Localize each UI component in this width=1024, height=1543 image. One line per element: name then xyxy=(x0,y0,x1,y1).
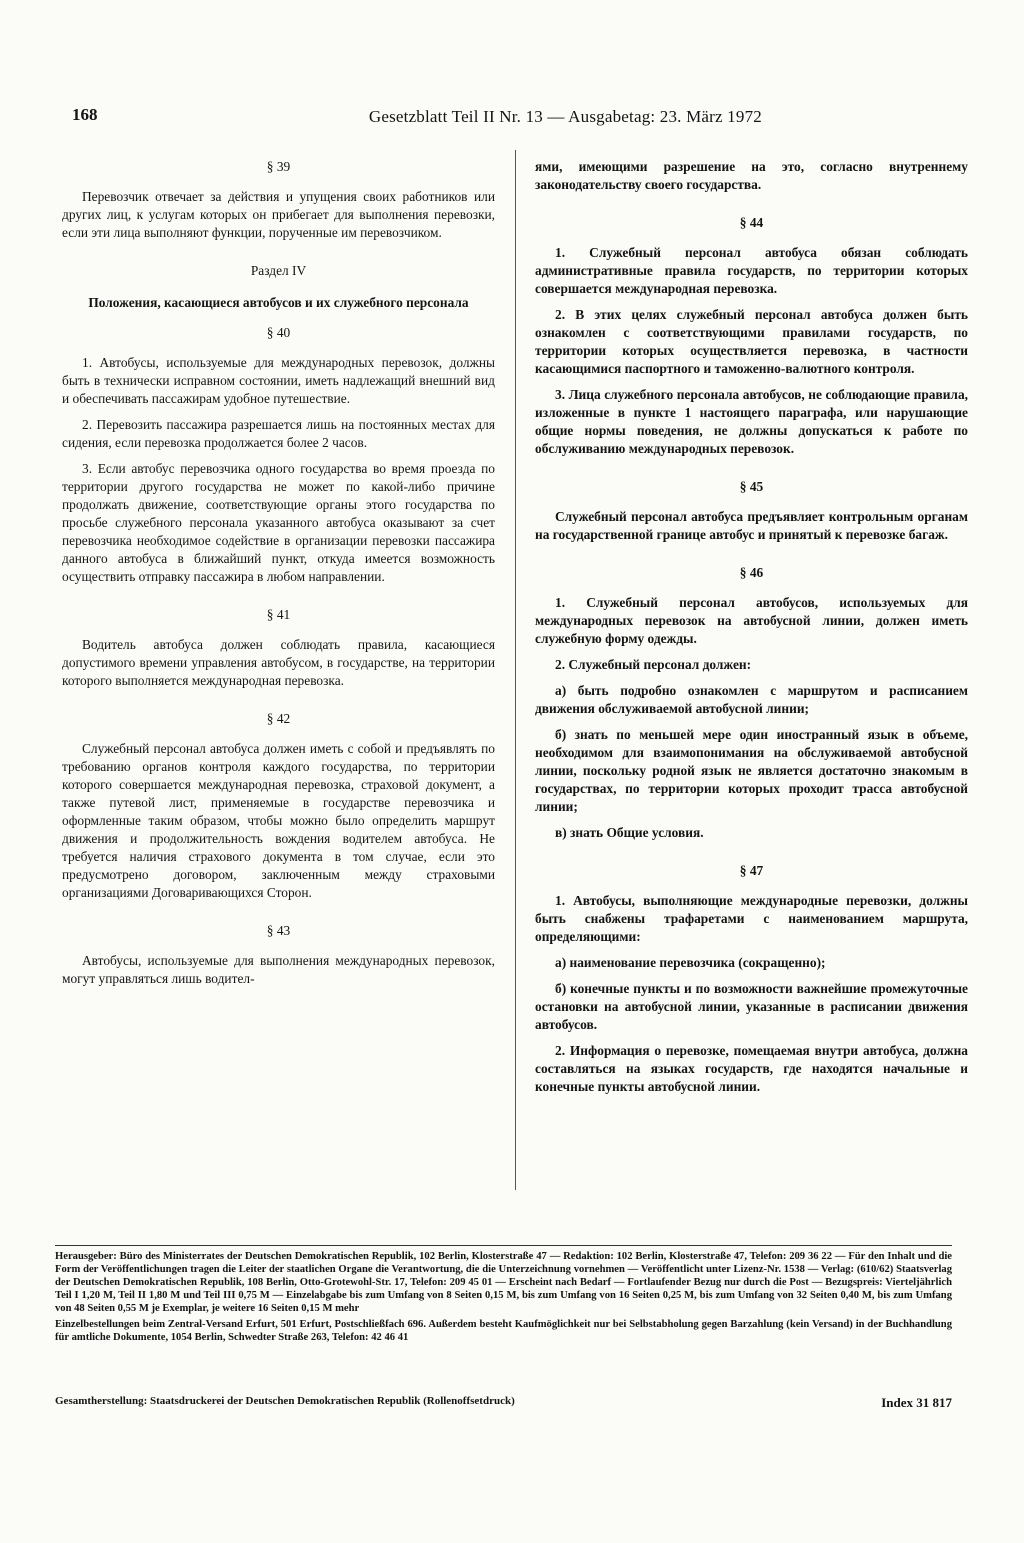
footer-rule xyxy=(55,1245,952,1246)
page-number: 168 xyxy=(72,105,98,124)
section-39-text: Перевозчик отвечает за действия и упущения своих работников или других лиц, к услугам которых он прибегает для выполнения перевозки, если эти лица выполняют функции, порученные им перевозчиком. xyxy=(62,189,495,240)
section-44-para-3: 3. Лица служебного персонала автобусов, не соблюдающие правила, изложенные в пункте 1 настоящего параграфа, или нарушающие общие нормы поведения, не должны допускаться к работе по обслуживанию международных перевозок. xyxy=(535,387,968,456)
right-column xyxy=(535,158,968,1104)
section-39-title: § 39 xyxy=(266,159,291,174)
section-46-item-b: б) знать по меньшей мере один иностранный язык в объеме, необходимом для взаимопонимания на обслуживаемой автобусной линии, поскольку родной язык не является достаточно знакомым в государствах, по территории которых проходит трасса автобусной линии; xyxy=(535,727,968,814)
left-column xyxy=(62,158,495,996)
section-43-title: § 43 xyxy=(266,923,291,938)
section-46-item-a: а) быть подробно ознакомлен с маршрутом и расписанием движения обслуживаемой автобусной линии; xyxy=(535,683,968,716)
section-40-title: § 40 xyxy=(266,325,291,340)
section-47-item-b: б) конечные пункты и по возможности важнейшие промежуточные остановки на автобусной линии, указанные в расписании движения автобусов. xyxy=(535,981,968,1032)
section-47-para-2: 2. Информация о перевозке, помещаемая внутри автобуса, должна составляться на языках государств, где находятся начальные и конечные пункты автобусной линии. xyxy=(535,1043,968,1094)
section-46-para-2: 2. Служебный персонал должен: xyxy=(555,657,752,672)
section-43-continuation: ями, имеющими разрешение на это, согласно внутреннему законодательству своего государства. xyxy=(535,159,968,192)
imprint-orders: Einzelbestellungen beim Zentral-Versand Erfurt, 501 Erfurt, Postschließfach 696. Außerdem besteht Kaufmöglichkeit nur bei Selbstabholung gegen Barzahlung (kein Versand) in der Buchhandlung für amtliche Dokumente, 1054 Berlin, Schwedter Straße 263, Telefon: 42 46 41 xyxy=(55,1319,952,1343)
section-45-text: Служебный персонал автобуса предъявляет контрольным органам на государственной границе автобус и принятый к перевозке багаж. xyxy=(535,509,968,542)
column-divider xyxy=(515,150,516,1190)
section-46-title: § 46 xyxy=(739,565,764,580)
section-47-item-a: а) наименование перевозчика (сокращенно); xyxy=(555,955,826,970)
section-47-para-1: 1. Автобусы, выполняющие международные перевозки, должны быть снабжены трафаретами с наименованием маршрута, определяющими: xyxy=(535,893,968,944)
page-header xyxy=(72,105,762,135)
section-44-title: § 44 xyxy=(739,215,764,230)
section-42-text: Служебный персонал автобуса должен иметь с собой и предъявлять по требованию органов контроля каждого государства, по территории которого совершается международная перевозка, страховой документ, а также путевой лист, применяемые в государстве перевозчика и оформленные таким образом, чтобы можно было определить маршрут движения и продолжительность вождения водителем автобуса. Не требуется наличия страхового документа в том случае, если это предусмотрено договором, заключенным между страховыми организациями Договаривающихся Сторон. xyxy=(62,741,495,900)
section-46-item-v: в) знать Общие условия. xyxy=(555,825,704,840)
section-46-para-1: 1. Служебный персонал автобусов, используемых для международных перевозок на автобусной линии, должен иметь служебную форму одежды. xyxy=(535,595,968,646)
imprint-bottom-line xyxy=(55,1395,952,1411)
section-40-para-3: 3. Если автобус перевозчика одного государства во время проезда по территории другого государства не может по какой-либо причине продолжать движение, соответствующие органы этого государства по просьбе служебного персонала указанного автобуса оказывают за счет перевозчика необходимое содействие в организации перевозки пассажира данного автобуса в ближайший пункт, откуда имеется возможность осуществить отправку пассажира в любом направлении. xyxy=(62,461,495,584)
section-40-para-1: 1. Автобусы, используемые для международных перевозок, должны быть в технически исправном состоянии, иметь надлежащий внешний вид и обеспечивать пассажирам удобное путешествие. xyxy=(62,355,495,406)
section-41-title: § 41 xyxy=(266,607,291,622)
imprint-publisher: Herausgeber: Büro des Ministerrates der Deutschen Demokratischen Republik, 102 Berlin, Klosterstraße 47 — Redaktion: 102 Berlin, Klosterstraße 47, Telefon: 209 36 22 — Für den Inhalt und die Form der Veröffentlichungen tragen die Leiter der staatlichen Organe die Verantwortung, die die Unterzeichnung vornehmen — Veröffentlicht unter Lizenz-Nr. 1538 — Verlag: (610/62) Staatsverlag der Deutschen Demokratischen Republik, 108 Berlin, Otto-Grotewohl-Str. 17, Telefon: 209 45 01 — Erscheint nach Bedarf — Fortlaufender Bezug nur durch die Post — Bezugspreis: Vierteljährlich Teil I 1,20 M, Teil II 1,80 M und Teil III 0,75 M — Einzelabgabe bis zum Umfang von 8 Seiten 0,15 M, bis zum Umfang von 16 Seiten 0,25 M, bis zum Umfang von 32 Seiten 0,40 M, bis zum Umfang von 48 Seiten 0,55 M je Exemplar, je weitere 16 Seiten 0,15 M mehr xyxy=(55,1251,952,1314)
chapter-heading: Положения, касающиеся автобусов и их служебного персонала xyxy=(88,295,469,310)
section-40-para-2: 2. Перевозить пассажира разрешается лишь на постоянных местах для сидения, если перевозка продолжается более 2 часов. xyxy=(62,417,495,450)
section-42-title: § 42 xyxy=(266,711,291,726)
imprint-printer: Gesamtherstellung: Staatsdruckerei der Deutschen Demokratischen Republik (Rollenoffsetdruck) xyxy=(55,1395,515,1407)
section-41-text: Водитель автобуса должен соблюдать правила, касающиеся допустимого времени управления автобусом, в государстве, на территории которого выполняется международная перевозка. xyxy=(62,637,495,688)
section-44-para-1: 1. Служебный персонал автобуса обязан соблюдать административные правила государств, по территории которых совершается международная перевозка. xyxy=(535,245,968,296)
chapter-label: Раздел IV xyxy=(250,263,307,278)
imprint xyxy=(55,1250,952,1347)
section-45-title: § 45 xyxy=(739,479,764,494)
section-44-para-2: 2. В этих целях служебный персонал автобуса должен быть ознакомлен с соответствующими правилами государств, по территории которых осуществляется перевозка, в частности касающимися паспортного и таможенно-валютного контроля. xyxy=(535,307,968,376)
section-47-title: § 47 xyxy=(739,863,764,878)
index-number: Index 31 817 xyxy=(881,1395,952,1410)
section-43-text: Автобусы, используемые для выполнения международных перевозок, могут управляться лишь водител- xyxy=(62,953,495,986)
gazette-title: Gesetzblatt Teil II Nr. 13 — Ausgabetag: 23. März 1972 xyxy=(368,107,762,126)
